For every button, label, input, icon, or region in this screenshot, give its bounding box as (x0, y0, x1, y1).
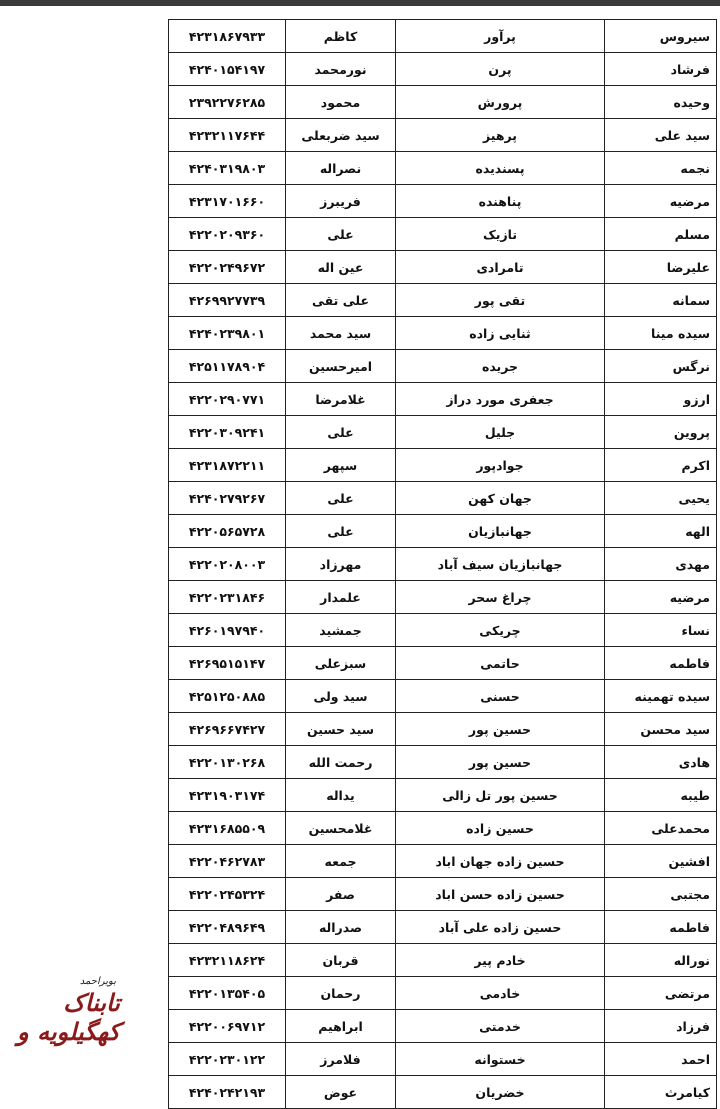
last-name-cell: پرورش (396, 86, 605, 119)
last-name-cell: ثنایی زاده (396, 317, 605, 350)
table-row (169, 614, 717, 647)
first-name-cell: الهه (605, 515, 717, 548)
first-name-cell: کیامرث (605, 1076, 717, 1109)
national-id-cell: ۴۲۶۹۶۶۷۴۲۷ (169, 713, 286, 746)
tabnak-watermark-logo (2, 976, 120, 1046)
father-name-cell: علمدار (286, 581, 396, 614)
national-id-cell: ۴۲۳۱۷۰۱۶۶۰ (169, 185, 286, 218)
national-id-cell: ۴۲۲۰۲۴۹۶۷۲ (169, 251, 286, 284)
father-name-cell: ابراهیم (286, 1010, 396, 1043)
father-name-cell: محمود (286, 86, 396, 119)
last-name-cell: حسین پور تل زالی (396, 779, 605, 812)
table-row (169, 416, 717, 449)
table-row (169, 812, 717, 845)
table-row (169, 878, 717, 911)
table-row (169, 581, 717, 614)
table-row (169, 53, 717, 86)
last-name-cell: جریده (396, 350, 605, 383)
last-name-cell: حسین پور (396, 746, 605, 779)
first-name-cell: هادی (605, 746, 717, 779)
table-row (169, 779, 717, 812)
last-name-cell: جهان کهن (396, 482, 605, 515)
last-name-cell: جوادپور (396, 449, 605, 482)
first-name-cell: نساء (605, 614, 717, 647)
table-row (169, 1043, 717, 1076)
national-id-cell: ۴۲۶۹۵۱۵۱۴۷ (169, 647, 286, 680)
national-id-cell: ۴۲۳۲۱۱۸۶۲۴ (169, 944, 286, 977)
last-name-cell: حسنی (396, 680, 605, 713)
last-name-cell: خادم پیر (396, 944, 605, 977)
last-name-cell: پسندیده (396, 152, 605, 185)
first-name-cell: نرگس (605, 350, 717, 383)
first-name-cell: سید محسن (605, 713, 717, 746)
last-name-cell: پرهیز (396, 119, 605, 152)
national-id-cell: ۴۲۲۰۲۳۰۱۲۲ (169, 1043, 286, 1076)
last-name-cell: پرن (396, 53, 605, 86)
last-name-cell: چریکی (396, 614, 605, 647)
table-row (169, 944, 717, 977)
father-name-cell: رحمت الله (286, 746, 396, 779)
father-name-cell: سید محمد (286, 317, 396, 350)
name-list-table (168, 19, 717, 1109)
table-row (169, 383, 717, 416)
father-name-cell: امیرحسین (286, 350, 396, 383)
last-name-cell: خادمی (396, 977, 605, 1010)
table-row (169, 977, 717, 1010)
national-id-cell: ۴۲۲۰۲۳۱۸۴۶ (169, 581, 286, 614)
national-id-cell: ۴۲۶۰۱۹۷۹۴۰ (169, 614, 286, 647)
national-id-cell: ۴۲۲۰۴۸۹۶۴۹ (169, 911, 286, 944)
table-row (169, 185, 717, 218)
last-name-cell: حسین زاده حسن اباد (396, 878, 605, 911)
table-row (169, 1076, 717, 1109)
first-name-cell: سمانه (605, 284, 717, 317)
watermark-sub: بویراحمد (79, 976, 116, 987)
last-name-cell: حاتمی (396, 647, 605, 680)
last-name-cell: پناهنده (396, 185, 605, 218)
watermark-main: تابناک کهگیلویه و (17, 988, 120, 1046)
national-id-cell: ۴۲۳۱۹۰۳۱۷۴ (169, 779, 286, 812)
national-id-cell: ۲۳۹۲۲۷۶۲۸۵ (169, 86, 286, 119)
national-id-cell: ۴۲۲۰۲۹۰۷۷۱ (169, 383, 286, 416)
father-name-cell: علی تقی (286, 284, 396, 317)
father-name-cell: عین اله (286, 251, 396, 284)
table-row (169, 284, 717, 317)
first-name-cell: مجتبی (605, 878, 717, 911)
table-row (169, 119, 717, 152)
first-name-cell: احمد (605, 1043, 717, 1076)
father-name-cell: فلامرز (286, 1043, 396, 1076)
last-name-cell: حسین زاده (396, 812, 605, 845)
last-name-cell: خدمتی (396, 1010, 605, 1043)
father-name-cell: جمعه (286, 845, 396, 878)
national-id-cell: ۴۲۲۰۳۰۹۲۴۱ (169, 416, 286, 449)
first-name-cell: فاطمه (605, 911, 717, 944)
table-row (169, 251, 717, 284)
last-name-cell: خستوانه (396, 1043, 605, 1076)
last-name-cell: جهانبازیان (396, 515, 605, 548)
table-row (169, 548, 717, 581)
father-name-cell: صفر (286, 878, 396, 911)
first-name-cell: ارزو (605, 383, 717, 416)
first-name-cell: پروین (605, 416, 717, 449)
father-name-cell: نصراله (286, 152, 396, 185)
father-name-cell: علی (286, 218, 396, 251)
first-name-cell: علیرضا (605, 251, 717, 284)
table-row (169, 482, 717, 515)
table-row (169, 845, 717, 878)
table-row (169, 218, 717, 251)
father-name-cell: رحمان (286, 977, 396, 1010)
last-name-cell: پرآور (396, 20, 605, 53)
father-name-cell: مهرزاد (286, 548, 396, 581)
father-name-cell: علی (286, 515, 396, 548)
national-id-cell: ۴۲۴۰۲۴۲۱۹۳ (169, 1076, 286, 1109)
last-name-cell: چراغ سحر (396, 581, 605, 614)
father-name-cell: کاظم (286, 20, 396, 53)
father-name-cell: یداله (286, 779, 396, 812)
last-name-cell: حسین زاده علی آباد (396, 911, 605, 944)
table-row (169, 317, 717, 350)
father-name-cell: سید ولی (286, 680, 396, 713)
table-row (169, 647, 717, 680)
last-name-cell: تامرادی (396, 251, 605, 284)
first-name-cell: مسلم (605, 218, 717, 251)
first-name-cell: مهدی (605, 548, 717, 581)
father-name-cell: سپهر (286, 449, 396, 482)
table-row (169, 713, 717, 746)
national-id-cell: ۴۲۴۰۳۱۹۸۰۳ (169, 152, 286, 185)
top-bar (0, 0, 720, 6)
national-id-cell: ۴۲۲۰۲۰۹۳۶۰ (169, 218, 286, 251)
last-name-cell: حسین پور (396, 713, 605, 746)
national-id-cell: ۴۲۶۹۹۲۷۷۳۹ (169, 284, 286, 317)
father-name-cell: نورمحمد (286, 53, 396, 86)
table-row (169, 515, 717, 548)
father-name-cell: جمشید (286, 614, 396, 647)
national-id-cell: ۴۲۲۰۴۶۲۷۸۳ (169, 845, 286, 878)
table-row (169, 350, 717, 383)
first-name-cell: طیبه (605, 779, 717, 812)
table-body (169, 20, 717, 1109)
last-name-cell: جلیل (396, 416, 605, 449)
first-name-cell: یحیی (605, 482, 717, 515)
national-id-cell: ۴۲۳۲۱۱۷۶۴۴ (169, 119, 286, 152)
table-row (169, 86, 717, 119)
national-id-cell: ۴۲۵۱۲۵۰۸۸۵ (169, 680, 286, 713)
first-name-cell: نجمه (605, 152, 717, 185)
first-name-cell: سیده تهمینه (605, 680, 717, 713)
first-name-cell: سیده مینا (605, 317, 717, 350)
last-name-cell: حسین زاده جهان اباد (396, 845, 605, 878)
national-id-cell: ۴۲۳۱۸۶۷۹۳۳ (169, 20, 286, 53)
first-name-cell: افشین (605, 845, 717, 878)
last-name-cell: تازیک (396, 218, 605, 251)
first-name-cell: مرتضی (605, 977, 717, 1010)
national-id-cell: ۴۲۲۰۲۰۸۰۰۳ (169, 548, 286, 581)
first-name-cell: فرزاد (605, 1010, 717, 1043)
first-name-cell: سید علی (605, 119, 717, 152)
table-row (169, 449, 717, 482)
father-name-cell: صدراله (286, 911, 396, 944)
father-name-cell: فریبرز (286, 185, 396, 218)
father-name-cell: سید حسین (286, 713, 396, 746)
national-id-cell: ۴۲۴۰۲۳۹۸۰۱ (169, 317, 286, 350)
national-id-cell: ۴۲۲۰۰۶۹۷۱۲ (169, 1010, 286, 1043)
first-name-cell: نوراله (605, 944, 717, 977)
last-name-cell: خضریان (396, 1076, 605, 1109)
national-id-cell: ۴۲۳۱۶۸۵۵۰۹ (169, 812, 286, 845)
first-name-cell: اکرم (605, 449, 717, 482)
national-id-cell: ۴۲۴۰۱۵۴۱۹۷ (169, 53, 286, 86)
last-name-cell: جعفری مورد دراز (396, 383, 605, 416)
table-row (169, 680, 717, 713)
table-row (169, 152, 717, 185)
national-id-cell: ۴۲۴۰۲۷۹۲۶۷ (169, 482, 286, 515)
father-name-cell: غلامرضا (286, 383, 396, 416)
first-name-cell: فرشاد (605, 53, 717, 86)
first-name-cell: مرضیه (605, 185, 717, 218)
table-row (169, 746, 717, 779)
first-name-cell: وحیده (605, 86, 717, 119)
first-name-cell: فاطمه (605, 647, 717, 680)
national-id-cell: ۴۲۵۱۱۷۸۹۰۴ (169, 350, 286, 383)
father-name-cell: سید ضربعلی (286, 119, 396, 152)
national-id-cell: ۴۲۲۰۱۳۵۴۰۵ (169, 977, 286, 1010)
father-name-cell: قربان (286, 944, 396, 977)
father-name-cell: عوض (286, 1076, 396, 1109)
national-id-cell: ۴۲۲۰۲۴۵۳۲۴ (169, 878, 286, 911)
table-row (169, 20, 717, 53)
father-name-cell: علی (286, 416, 396, 449)
father-name-cell: سبزعلی (286, 647, 396, 680)
last-name-cell: جهانبازیان سیف آباد (396, 548, 605, 581)
father-name-cell: علی (286, 482, 396, 515)
table-row (169, 911, 717, 944)
first-name-cell: مرضیه (605, 581, 717, 614)
national-id-cell: ۴۲۲۰۱۳۰۲۶۸ (169, 746, 286, 779)
national-id-cell: ۴۲۲۰۵۶۵۷۲۸ (169, 515, 286, 548)
first-name-cell: محمدعلی (605, 812, 717, 845)
first-name-cell: سیروس (605, 20, 717, 53)
last-name-cell: تقی پور (396, 284, 605, 317)
father-name-cell: غلامحسین (286, 812, 396, 845)
national-id-cell: ۴۲۳۱۸۷۲۲۱۱ (169, 449, 286, 482)
